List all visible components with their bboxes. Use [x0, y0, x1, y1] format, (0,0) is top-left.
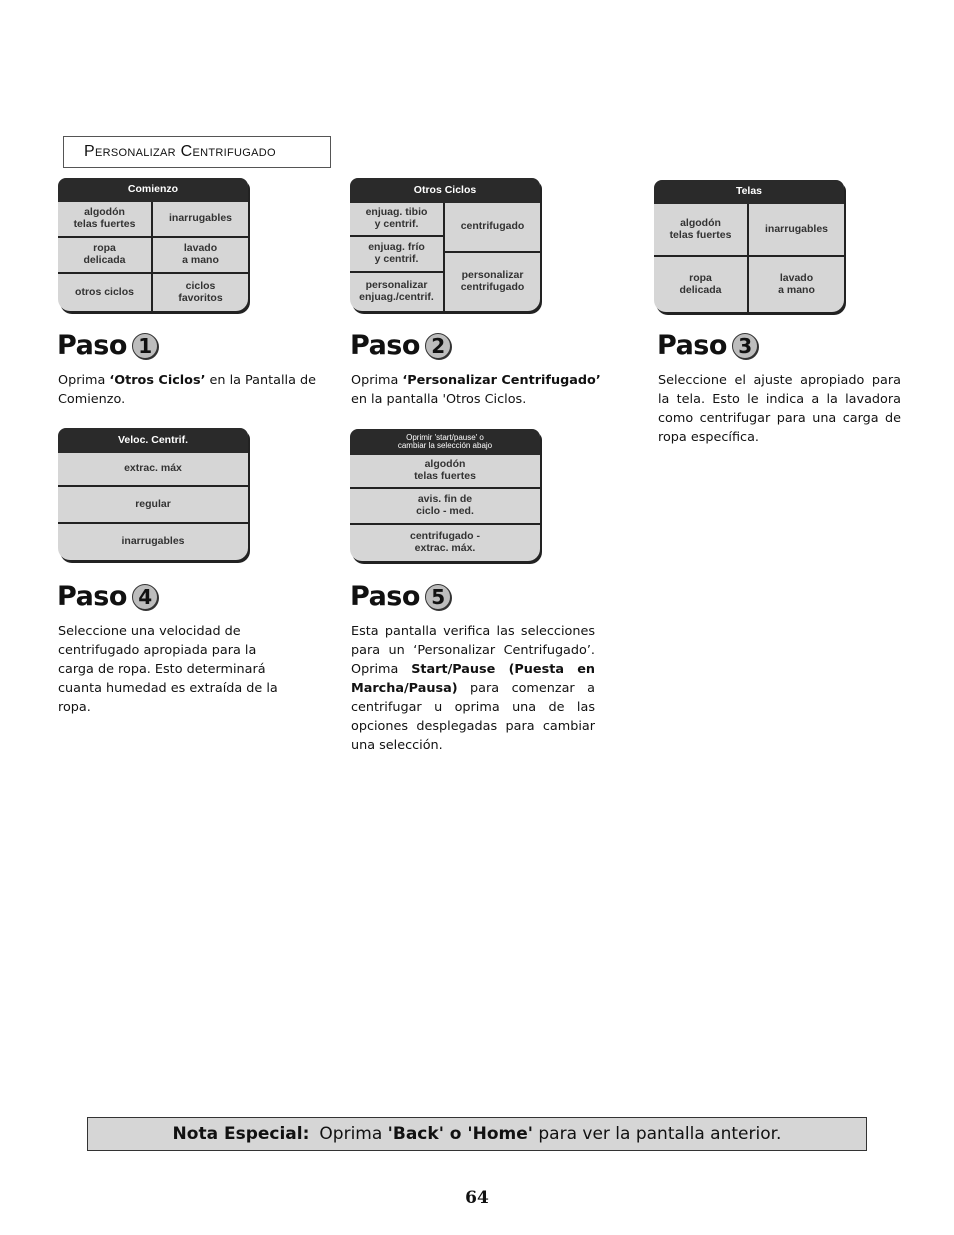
option-lavado-a-mano[interactable]: lavado a mano: [778, 271, 815, 296]
option-centrifugado[interactable]: centrifugado: [445, 203, 540, 253]
option-regular[interactable]: regular: [58, 487, 248, 524]
option-algodon[interactable]: algodón telas fuertes: [58, 202, 153, 238]
option-personalizar-enjuag[interactable]: personalizar enjuag./centrif.: [359, 279, 434, 303]
option-inarrugables[interactable]: inarrugables: [153, 202, 248, 238]
step-4-title: [57, 581, 158, 612]
option-personalizar-centrifugado[interactable]: personalizar centrifugado: [460, 269, 525, 293]
screen-comienzo: [58, 178, 248, 311]
option-ropa-delicada[interactable]: ropa delicada: [654, 257, 749, 312]
screen-telas: [654, 180, 844, 312]
step-5-title: [350, 581, 451, 612]
step-5-text: Esta pantalla verifica las selecciones para un ‘Personalizar Centrifugado’. Oprima Start/Pause (Puesta en Marcha/Pausa) para comenzar a centrifugar u oprima una de las opciones desplegadas para cambiar una selección.: [351, 624, 595, 753]
screen-otros-ciclos: [350, 178, 540, 311]
option-avis-fin-ciclo[interactable]: avis. fin de ciclo - med.: [350, 489, 540, 525]
option-lavado-a-mano[interactable]: lavado a mano: [153, 238, 248, 274]
option-algodon[interactable]: algodón telas fuertes: [654, 204, 749, 257]
screen-header: Veloc. Centrif.: [58, 428, 248, 453]
special-note: Nota Especial: Oprima 'Back' o 'Home' para ver la pantalla anterior.: [87, 1117, 867, 1151]
option-otros-ciclos[interactable]: otros ciclos: [58, 274, 153, 311]
step-word: Paso: [57, 581, 127, 612]
step-4-text: Seleccione una velocidad de centrifugado apropiada para la carga de ropa. Esto determinará cuanta humedad es extraída de la ropa.: [58, 624, 278, 715]
step-word: Paso: [350, 581, 420, 612]
option-algodon[interactable]: algodón telas fuertes: [350, 455, 540, 489]
option-inarrugables[interactable]: inarrugables: [121, 535, 185, 548]
step-number-badge: 1: [132, 333, 158, 359]
step-1-title: [57, 330, 158, 361]
page-number: 64: [465, 1188, 489, 1208]
note-keys: 'Back' o 'Home': [387, 1124, 533, 1144]
option-centrifugado-extrac[interactable]: centrifugado - extrac. máx.: [410, 530, 480, 554]
option-ropa-delicada[interactable]: ropa delicada: [58, 238, 153, 274]
step-2-text: Oprima ‘Personalizar Centrifugado’ en la pantalla 'Otros Ciclos.: [351, 373, 601, 407]
screen-veloc-centrif: [58, 428, 248, 560]
option-extrac-max[interactable]: extrac. máx: [58, 453, 248, 487]
step-word: Paso: [350, 330, 420, 361]
step-number-badge: 2: [425, 333, 451, 359]
step-2-title: [350, 330, 451, 361]
step-3-title: [657, 330, 758, 361]
note-label: Nota Especial:: [172, 1124, 310, 1144]
section-title: Personalizar Centrifugado: [63, 136, 331, 168]
screen-header: Telas: [654, 180, 844, 204]
step-3-text: Seleccione el ajuste apropiado para la tela. Esto le indica a la lavadora como centrifugar para una carga de ropa específica.: [658, 373, 901, 445]
option-enjuag-frio[interactable]: enjuag. frío y centrif.: [350, 237, 443, 273]
screen-header: Otros Ciclos: [350, 178, 540, 203]
step-number-badge: 3: [732, 333, 758, 359]
option-ciclos-favoritos[interactable]: ciclos favoritos: [178, 279, 223, 304]
step-word: Paso: [57, 330, 127, 361]
step-1-text: Oprima ‘Otros Ciclos’ en la Pantalla de Comienzo.: [58, 373, 317, 407]
step-number-badge: 4: [132, 584, 158, 610]
step-word: Paso: [657, 330, 727, 361]
option-inarrugables[interactable]: inarrugables: [749, 204, 844, 257]
step-number-badge: 5: [425, 584, 451, 610]
option-enjuag-tibio[interactable]: enjuag. tibio y centrif.: [350, 203, 443, 237]
screen-confirmacion: [350, 429, 540, 561]
screen-header: Comienzo: [58, 178, 248, 202]
screen-header: Oprimir 'start/pause' o cambiar la selección abajo: [350, 429, 540, 455]
